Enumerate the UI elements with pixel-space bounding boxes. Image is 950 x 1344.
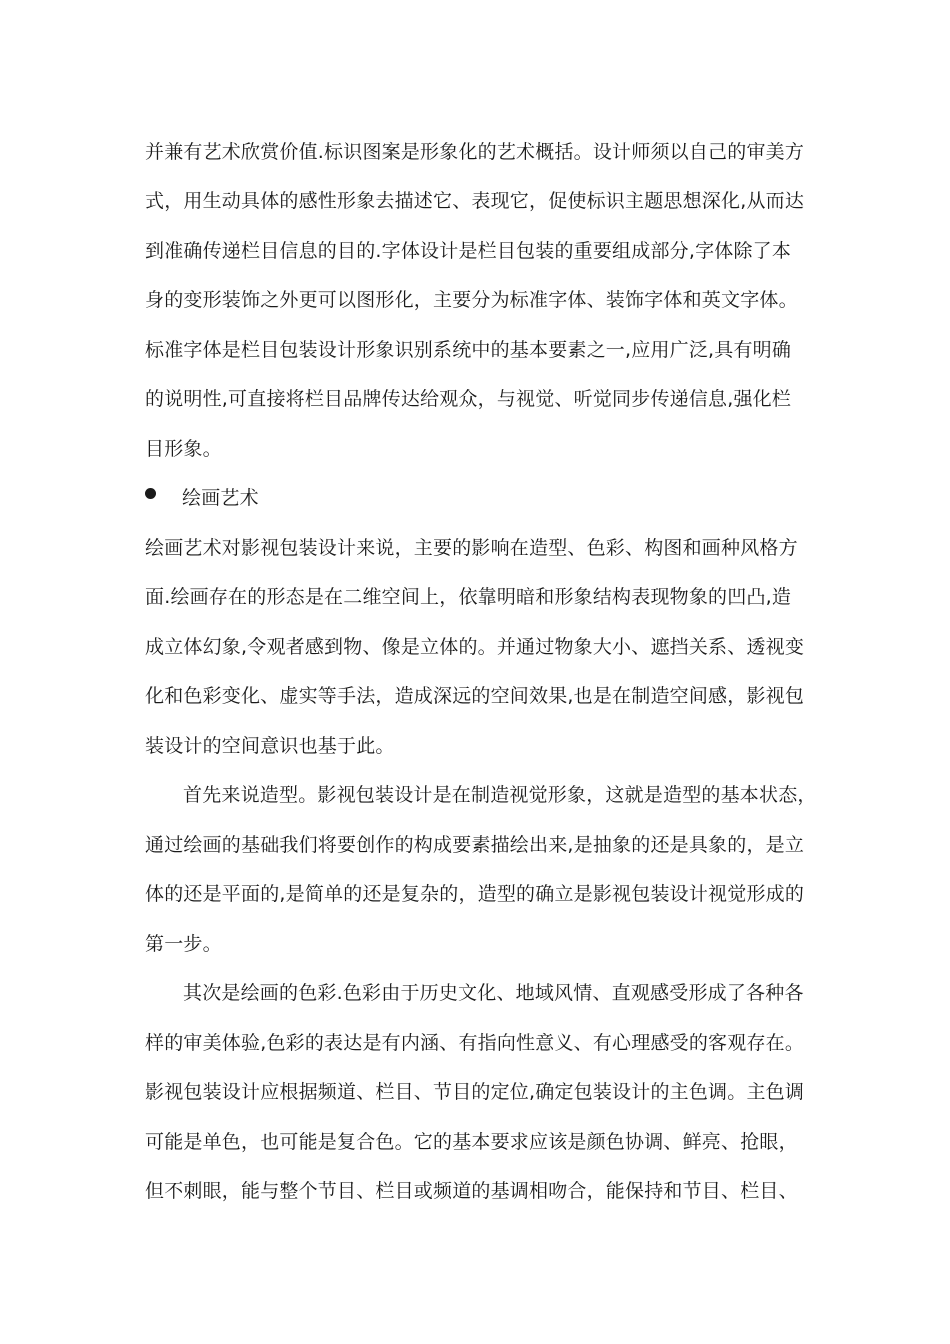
- paragraph-1-line-3: 到准确传递栏目信息的目的.字体设计是栏目包装的重要组成部分,字体除了本: [145, 240, 792, 262]
- paragraph-2-line-4: 化和色彩变化、虚实等手法，造成深远的空间效果,也是在制造空间感，影视包: [145, 685, 805, 707]
- paragraph-1-line-4: 身的变形装饰之外更可以图形化，主要分为标准字体、装饰字体和英文字体。: [145, 289, 798, 311]
- paragraph-1-line-6: 的说明性,可直接将栏目品牌传达给观众，与视觉、听觉同步传递信息,强化栏: [145, 388, 792, 410]
- paragraph-3-line-3: 体的还是平面的,是简单的还是复杂的，造型的确立是影视包装设计视觉形成的: [145, 883, 805, 905]
- paragraph-3-line-2: 通过绘画的基础我们将要创作的构成要素描绘出来,是抽象的还是具象的，是立: [145, 834, 805, 856]
- paragraph-3-line-1: 首先来说造型。影视包装设计是在制造视觉形象，这就是造型的基本状态，: [183, 784, 817, 806]
- paragraph-2-line-3: 成立体幻象,令观者感到物、像是立体的。并通过物象大小、遮挡关系、透视变: [145, 636, 805, 658]
- paragraph-4-line-4: 可能是单色，也可能是复合色。它的基本要求应该是颜色协调、鲜亮、抢眼，: [145, 1131, 798, 1153]
- paragraph-3-line-4: 第一步。: [145, 933, 222, 955]
- paragraph-4-line-1: 其次是绘画的色彩.色彩由于历史文化、地域风情、直观感受形成了各种各: [183, 982, 804, 1004]
- paragraph-4-line-5: 但不刺眼，能与整个节目、栏目或频道的基调相吻合，能保持和节目、栏目、: [145, 1180, 798, 1202]
- paragraph-2-line-2: 面.绘画存在的形态是在二维空间上，依靠明暗和形象结构表现物象的凹凸,造: [145, 586, 792, 608]
- bullet-heading: 绘画艺术: [182, 487, 259, 509]
- paragraph-2-line-5: 装设计的空间意识也基于此。: [145, 735, 395, 757]
- bullet-dot-icon: [145, 488, 156, 499]
- paragraph-4-line-2: 样的审美体验,色彩的表达是有内涵、有指向性意义、有心理感受的客观存在。: [145, 1032, 805, 1054]
- paragraph-1-line-1: 并兼有艺术欣赏价值.标识图案是形象化的艺术概括。设计师须以自己的审美方: [145, 141, 805, 163]
- paragraph-1-line-5: 标准字体是栏目包装设计形象识别系统中的基本要素之一,应用广泛,具有明确: [145, 339, 792, 361]
- paragraph-4-line-3: 影视包装设计应根据频道、栏目、节目的定位,确定包装设计的主色调。主色调: [145, 1081, 805, 1103]
- paragraph-1-line-2: 式，用生动具体的感性形象去描述它、表现它，促使标识主题思想深化,从而达: [145, 190, 805, 212]
- paragraph-1-line-7: 目形象。: [145, 438, 222, 460]
- paragraph-2-line-1: 绘画艺术对影视包装设计来说，主要的影响在造型、色彩、构图和画种风格方: [145, 537, 798, 559]
